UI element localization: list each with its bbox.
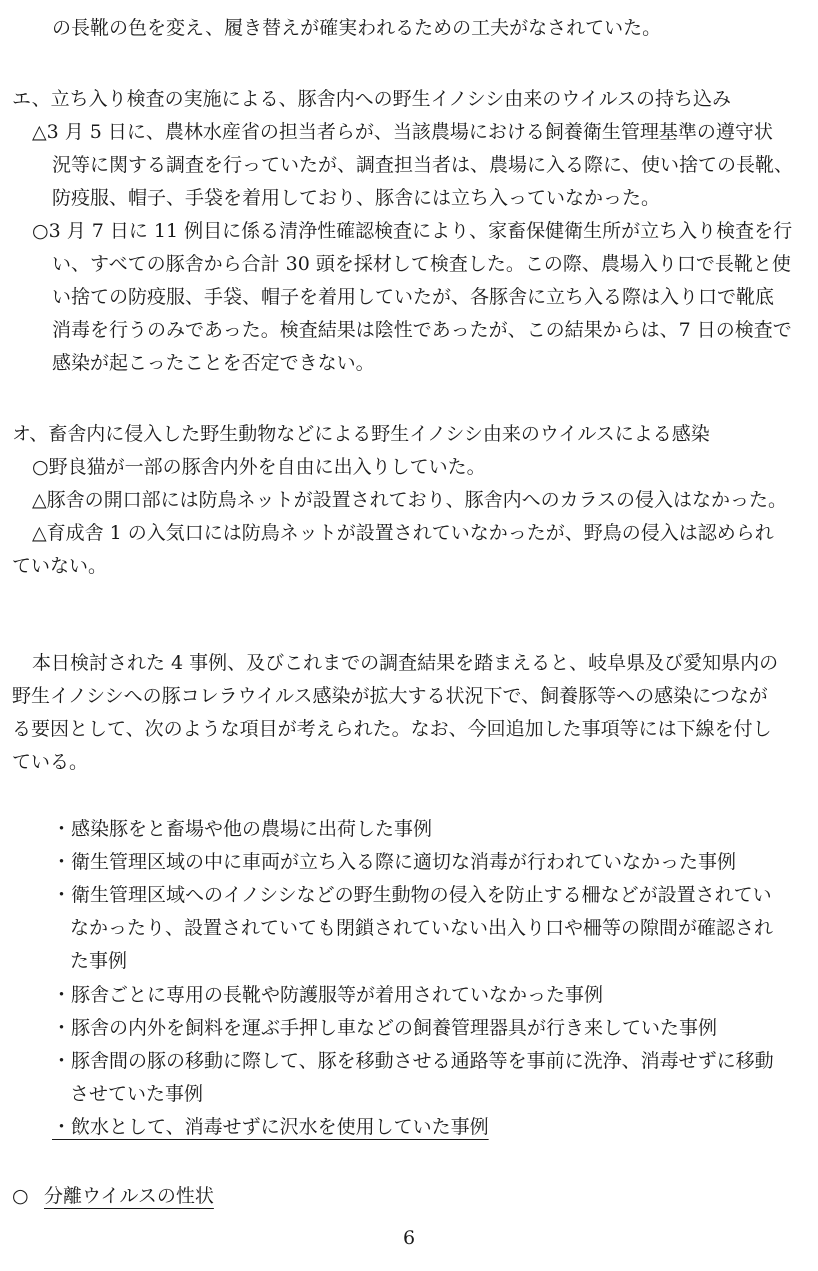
bullet-item-1: ・感染豚をと畜場や他の農場に出荷した事例 (52, 818, 433, 840)
section-o-heading: オ、畜舎内に侵入した野生動物などによる野生イノシシ由来のウイルスによる感染 (12, 423, 710, 445)
bullet-item-3-line-3: た事例 (70, 950, 128, 972)
next-section-title: 分離ウイルスの性状 (44, 1185, 214, 1207)
section-e-item-2-line-1: ○3 月 7 日に 11 例目に係る清浄性確認検査により、家畜保健衛生所が立ち入り検査を行 (32, 220, 793, 242)
section-e-item-2-line-2: い、すべての豚舎から合計 30 頭を採材して検査した。この際、農場入り口で長靴と使 (52, 253, 791, 275)
section-o-item-1: ○野良猫が一部の豚舎内外を自由に出入りしていた。 (32, 456, 486, 478)
summary-line-3: る要因として、次のような項目が考えられた。なお、今回追加した事項等には下線を付し (12, 718, 772, 740)
summary-line-1: 本日検討された 4 事例、及びこれまでの調査結果を踏まえると、岐阜県及び愛知県内の (32, 652, 779, 674)
bullet-item-5: ・豚舎の内外を飼料を運ぶ手押し車などの飼養管理器具が行き来していた事例 (52, 1017, 718, 1039)
section-e-item-1-line-3: 防疫服、帽子、手袋を着用しており、豚舎には立ち入っていなかった。 (52, 187, 661, 209)
page-number: 6 (402, 1227, 416, 1249)
section-e-heading: エ、立ち入り検査の実施による、豚舎内への野生イノシシ由来のウイルスの持ち込み (12, 88, 732, 110)
section-o-item-3-line-1: △育成舎 1 の入気口には防鳥ネットが設置されていなかったが、野鳥の侵入は認められ (32, 522, 774, 544)
section-e-item-1-line-2: 況等に関する調査を行っていたが、調査担当者は、農場に入る際に、使い捨ての長靴、 (52, 154, 794, 176)
summary-line-4: ている。 (12, 751, 89, 773)
bullet-item-4: ・豚舎ごとに専用の長靴や防護服等が着用されていなかった事例 (52, 984, 604, 1006)
bullet-item-3-line-1: ・衛生管理区域へのイノシシなどの野生動物の侵入を防止する柵などが設置されてい (52, 884, 772, 906)
next-section-marker: ○ (12, 1185, 29, 1207)
section-o-item-2: △豚舎の開口部には防鳥ネットが設置されており、豚舎内へのカラスの侵入はなかった。 (32, 489, 788, 511)
bullet-item-6-line-1: ・豚舎間の豚の移動に際して、豚を移動させる通路等を事前に洗浄、消毒せずに移動 (52, 1050, 774, 1072)
bullet-item-6-line-2: させていた事例 (70, 1083, 204, 1105)
bullet-item-7-underlined: ・飲水として、消毒せずに沢水を使用していた事例 (52, 1116, 489, 1138)
section-e-item-2-line-5: 感染が起こったことを否定できない。 (52, 352, 375, 374)
section-o-item-3-line-2: ていない。 (12, 555, 108, 577)
section-e-item-1-line-1: △3 月 5 日に、農林水産省の担当者らが、当該農場における飼養衛生管理基準の遵守状 (32, 121, 773, 143)
continuation-line: の長靴の色を変え、履き替えが確実われるための工夫がなされていた。 (52, 17, 662, 39)
bullet-item-2: ・衛生管理区域の中に車両が立ち入る際に適切な消毒が行われていなかった事例 (52, 851, 737, 873)
section-e-item-2-line-3: い捨ての防疫服、手袋、帽子を着用していたが、各豚舎に立ち入る際は入り口で靴底 (52, 286, 775, 308)
section-e-item-2-line-4: 消毒を行うのみであった。検査結果は陰性であったが、この結果からは、7 日の検査で (52, 319, 792, 341)
summary-line-2: 野生イノシシへの豚コレラウイルス感染が拡大する状況下で、飼養豚等への感染につなが (12, 685, 768, 707)
bullet-item-3-line-2: なかったり、設置されていても閉鎖されていない出入り口や柵等の隙間が確認され (70, 917, 774, 939)
